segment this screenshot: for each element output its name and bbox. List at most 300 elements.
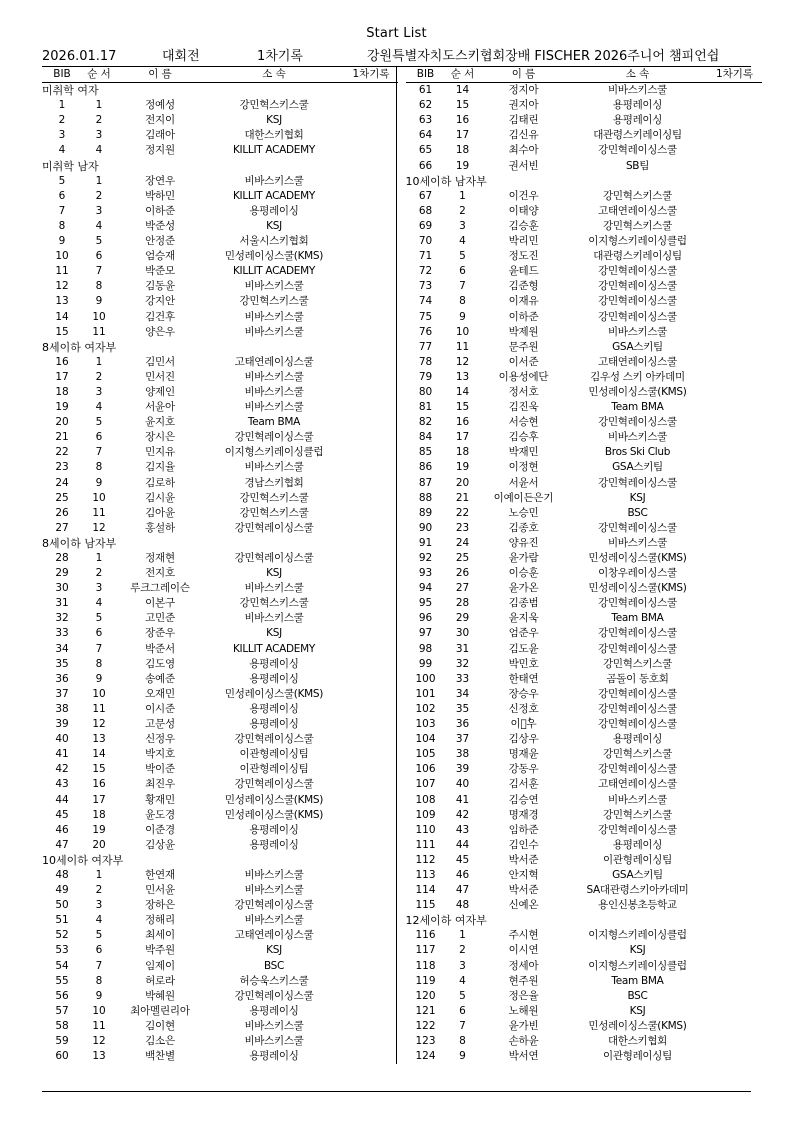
cell-name: 김태린	[508, 114, 539, 127]
list-columns	[42, 67, 754, 1064]
cell-run	[344, 1034, 398, 1049]
table-row	[42, 219, 398, 234]
cell-order: 46	[455, 868, 470, 881]
cell-bib: 84	[418, 431, 433, 444]
table-row	[42, 672, 398, 687]
cell-name: 김진욱	[508, 401, 539, 414]
cell-order: 7	[95, 265, 103, 278]
col-header-name: 이 름	[116, 67, 204, 83]
cell-club: 강민혁레이싱스쿨	[598, 144, 677, 157]
cell-club: KSJ	[629, 1004, 646, 1017]
cell-club: 비바스키스쿨	[607, 325, 668, 338]
cell-name: 정은율	[508, 989, 539, 1002]
cell-bib: 74	[418, 295, 433, 308]
cell-order: 7	[459, 1019, 466, 1032]
cell-name: 김인수	[508, 838, 539, 851]
table-row	[406, 898, 762, 913]
cell-run	[344, 581, 398, 596]
cell-club: 곰돌이 동호회	[606, 672, 669, 685]
cell-order: 1	[95, 868, 103, 881]
cell-order: 25	[455, 552, 470, 564]
cell-bib: 16	[55, 355, 69, 368]
cell-club: 강민혁레이싱스쿨	[234, 733, 314, 746]
cell-order: 45	[455, 853, 470, 866]
cell-club: 강민혁스키스쿨	[603, 808, 672, 821]
table-row	[406, 762, 762, 777]
cell-name: 이태양	[508, 204, 539, 217]
cell-bib: 38	[55, 702, 69, 715]
cell-club: 용평레이싱	[249, 702, 299, 715]
cell-club: 이관형레이싱팀	[239, 763, 309, 776]
cell-club: 비바스키스쿨	[607, 793, 668, 806]
table-row	[406, 596, 762, 611]
cell-bib: 64	[418, 129, 433, 142]
cell-order: 24	[455, 536, 470, 549]
cell-club: Team BMA	[611, 612, 664, 625]
cell-order: 10	[92, 1004, 106, 1017]
cell-order: 13	[92, 1050, 106, 1063]
cell-name: 안지혁	[508, 868, 539, 881]
cell-name: 문주원	[508, 340, 539, 353]
cell-run	[344, 551, 398, 566]
cell-name: 박준모	[145, 265, 175, 278]
cell-name: 김종호	[508, 521, 539, 534]
cell-bib: 99	[418, 657, 433, 670]
col-header-bib: BIB	[42, 67, 82, 83]
cell-name: 권서빈	[508, 159, 539, 172]
cell-order: 3	[95, 129, 103, 142]
table-row	[406, 249, 762, 264]
cell-run	[708, 928, 762, 943]
table-row	[42, 717, 398, 732]
cell-club: 비바스키스쿨	[244, 280, 304, 293]
cell-bib: 54	[55, 959, 69, 972]
cell-name: 노승민	[508, 506, 539, 519]
cell-run	[344, 113, 398, 128]
cell-club: 강민혁레이싱스쿨	[598, 416, 677, 429]
cell-run	[708, 777, 762, 792]
cell-bib: 87	[418, 476, 433, 489]
table-row	[406, 717, 762, 732]
table-row	[406, 566, 762, 581]
cell-bib: 26	[55, 506, 69, 519]
table-row	[42, 581, 398, 596]
cell-run	[344, 249, 398, 264]
table-row	[406, 943, 762, 958]
cell-bib: 69	[418, 219, 433, 232]
cell-bib: 31	[55, 597, 69, 610]
cell-club: 경남스키협회	[244, 476, 304, 489]
cell-run	[708, 551, 762, 566]
cell-order: 36	[455, 718, 470, 731]
group-heading-row	[42, 536, 398, 551]
cell-bib: 122	[415, 1019, 436, 1032]
table-row	[406, 476, 762, 491]
cell-run	[344, 98, 398, 113]
cell-run	[708, 883, 762, 898]
table-row	[406, 143, 762, 158]
cell-run	[344, 717, 398, 732]
cell-name: 김민서	[145, 355, 175, 368]
col-header-bib: BIB	[406, 67, 446, 83]
table-row	[42, 1004, 398, 1019]
cell-bib: 111	[415, 838, 436, 851]
table-row	[406, 430, 762, 445]
cell-run	[708, 762, 762, 777]
cell-club: 용평레이싱	[612, 114, 663, 127]
cell-run	[344, 279, 398, 294]
cell-name: 김로하	[145, 476, 175, 489]
cell-name: 이하준	[508, 310, 539, 323]
cell-club: 강민혁스키스쿨	[603, 657, 672, 670]
table-row	[406, 883, 762, 898]
cell-run	[708, 1049, 762, 1064]
cell-run	[344, 506, 398, 521]
cell-bib: 120	[415, 989, 436, 1002]
cell-run	[344, 898, 398, 913]
cell-club: BSC	[627, 989, 648, 1002]
table-row	[42, 113, 398, 128]
cell-club: 비바스키스쿨	[244, 582, 304, 595]
cell-order: 1	[459, 189, 466, 202]
cell-name: 박서준	[508, 884, 539, 897]
cell-name: 박지호	[145, 748, 175, 761]
table-row	[42, 415, 398, 430]
cell-run	[708, 279, 762, 294]
table-row	[42, 793, 398, 808]
table-row	[42, 777, 398, 792]
cell-order: 7	[95, 642, 103, 655]
cell-run	[708, 189, 762, 204]
cell-club: 이창우레이싱스쿨	[598, 567, 677, 580]
table-row	[406, 1004, 762, 1019]
cell-bib: 60	[55, 1050, 69, 1063]
cell-run	[708, 430, 762, 445]
cell-club: 민성레이싱스쿨(KMS)	[224, 250, 324, 263]
table-row	[406, 370, 762, 385]
col-header-run: 1차기록	[708, 67, 762, 83]
cell-bib: 104	[415, 733, 436, 746]
cell-club: 강민혁레이싱스쿨	[598, 642, 677, 655]
table-row	[406, 732, 762, 747]
table-row	[406, 1034, 762, 1049]
cell-name: 고문성	[145, 718, 175, 731]
table-row	[406, 1049, 762, 1064]
cell-name: 윤가빈	[508, 1019, 539, 1032]
cell-order: 8	[95, 461, 103, 474]
cell-name: 박준성	[145, 219, 175, 232]
cell-order: 10	[92, 310, 106, 323]
cell-run	[708, 566, 762, 581]
table-row	[42, 838, 398, 853]
cell-order: 2	[95, 567, 103, 580]
cell-bib: 43	[55, 778, 69, 791]
cell-order: 38	[455, 748, 470, 761]
cell-run	[708, 415, 762, 430]
cell-name: 이서준	[508, 355, 539, 368]
cell-club: 비바스키스쿨	[244, 325, 304, 338]
cell-bib: 28	[55, 552, 69, 564]
cell-name: 이하준	[145, 204, 175, 217]
cell-run	[708, 596, 762, 611]
cell-club: 비바스키스쿨	[244, 884, 304, 897]
cell-bib: 24	[55, 476, 69, 489]
cell-run	[344, 415, 398, 430]
cell-run	[708, 1019, 762, 1034]
group-heading-label: 8세이하 남자부	[42, 536, 117, 550]
cell-run	[708, 536, 762, 551]
cell-name: 김아윤	[145, 506, 175, 519]
table-row	[406, 521, 762, 536]
cell-order: 13	[455, 370, 470, 383]
cell-order: 9	[459, 310, 466, 323]
cell-bib: 100	[415, 672, 436, 685]
table-row	[42, 521, 398, 536]
cell-run	[708, 868, 762, 883]
cell-run	[708, 310, 762, 325]
cell-name: 임제이	[145, 959, 175, 972]
cell-name: 엄승재	[145, 250, 175, 263]
cell-run	[708, 732, 762, 747]
cell-club: 이지형스키레이싱클럽	[588, 929, 687, 942]
cell-club: 김우성 스키 아카데미	[590, 370, 685, 383]
cell-order: 6	[459, 1004, 466, 1017]
cell-name: 이시준	[145, 702, 175, 715]
cell-order: 6	[95, 431, 103, 444]
table-row	[406, 234, 762, 249]
cell-club: 고태연레이싱스쿨	[598, 204, 677, 217]
cell-club: KILLIT ACADEMY	[232, 642, 316, 655]
cell-club: 대관령스키레이싱팀	[593, 129, 682, 142]
cell-order: 9	[95, 295, 103, 308]
cell-bib: 103	[415, 718, 436, 731]
table-row	[42, 385, 398, 400]
table-row	[406, 400, 762, 415]
cell-name: 양은우	[145, 325, 175, 338]
cell-order: 8	[95, 974, 103, 987]
cell-bib: 50	[55, 899, 69, 912]
cell-order: 13	[92, 733, 106, 746]
table-row	[42, 430, 398, 445]
cell-order: 12	[92, 521, 106, 534]
table-row	[42, 823, 398, 838]
cell-name: 김지율	[145, 461, 175, 474]
cell-order: 47	[455, 884, 470, 897]
cell-run	[708, 808, 762, 823]
table-row	[42, 989, 398, 1004]
cell-name: 한태연	[508, 672, 539, 685]
cell-name: 김신유	[508, 129, 539, 142]
cell-order: 18	[92, 808, 106, 821]
cell-order: 28	[455, 597, 470, 610]
cell-order: 5	[95, 612, 103, 625]
cell-run	[708, 234, 762, 249]
cell-order: 4	[95, 144, 103, 157]
cell-order: 3	[95, 385, 103, 398]
cell-order: 6	[459, 265, 466, 278]
cell-name: 허로라	[145, 974, 175, 987]
cell-name: 명재윤	[508, 748, 539, 761]
cell-run	[708, 611, 762, 626]
group-heading-row	[42, 159, 398, 174]
table-row	[42, 310, 398, 325]
cell-bib: 41	[55, 748, 69, 761]
cell-name: 정지원	[145, 144, 175, 157]
table-row	[406, 325, 762, 340]
cell-run	[344, 310, 398, 325]
group-heading-label: 8세이하 여자부	[42, 340, 117, 354]
table-row	[406, 445, 762, 460]
cell-run	[344, 325, 398, 340]
cell-bib: 62	[418, 99, 433, 112]
cell-bib: 107	[415, 778, 436, 791]
table-row	[406, 642, 762, 657]
table-row	[406, 159, 762, 174]
cell-run	[344, 189, 398, 204]
header-event-type: 대회전	[162, 49, 200, 64]
cell-order: 3	[459, 959, 466, 972]
cell-order: 3	[95, 582, 103, 595]
cell-bib: 91	[418, 536, 433, 549]
cell-run	[344, 143, 398, 158]
cell-name: 김시윤	[145, 491, 175, 504]
table-row	[406, 1019, 762, 1034]
table-row	[406, 204, 762, 219]
table-row	[42, 762, 398, 777]
cell-club: 강민혁스키스쿨	[239, 506, 309, 519]
cell-order: 11	[92, 1019, 106, 1032]
cell-name: 이본구	[145, 597, 175, 610]
table-row	[406, 868, 762, 883]
cell-club: GSA스키팀	[612, 461, 663, 474]
cell-club: 강민혁레이싱스쿨	[598, 476, 677, 489]
table-row	[42, 747, 398, 762]
cell-name: 최진우	[145, 778, 175, 791]
cell-bib: 79	[418, 370, 433, 383]
cell-name: 백찬별	[145, 1050, 175, 1063]
cell-club: 강민혁레이싱스쿨	[598, 687, 677, 700]
col-header-order: 순 서	[446, 67, 480, 83]
table-row	[406, 340, 762, 355]
cell-club: 이지형스키레이싱클럽	[588, 959, 687, 972]
cell-bib: 65	[418, 144, 433, 157]
table-row	[42, 687, 398, 702]
cell-run	[708, 506, 762, 521]
cell-name: 민서진	[145, 370, 175, 383]
cell-name: 신예온	[508, 899, 539, 912]
cell-bib: 81	[418, 401, 433, 414]
cell-bib: 49	[55, 884, 69, 897]
cell-club: 강민혁레이싱스쿨	[598, 627, 677, 640]
cell-name: 김서훈	[508, 778, 539, 791]
cell-order: 7	[459, 280, 466, 293]
cell-club: KSJ	[629, 491, 646, 504]
cell-club: 용평레이싱	[249, 823, 299, 836]
cell-name: 김건후	[145, 310, 175, 323]
cell-order: 7	[95, 446, 103, 459]
cell-bib: 33	[55, 627, 69, 640]
cell-club: 이관형레이싱팀	[239, 748, 309, 761]
cell-bib: 9	[58, 235, 66, 248]
cell-name: 황재민	[145, 793, 175, 806]
cell-run	[344, 204, 398, 219]
cell-run	[344, 460, 398, 475]
cell-order: 15	[455, 401, 470, 414]
cell-club: 강민혁레이싱스쿨	[598, 265, 677, 278]
cell-run	[708, 340, 762, 355]
cell-name: 김종범	[508, 597, 539, 610]
cell-order: 1	[95, 174, 103, 187]
cell-order: 12	[92, 718, 106, 731]
cell-order: 2	[95, 189, 103, 202]
cell-club: 강민혁스키스쿨	[603, 748, 672, 761]
cell-name: 루크그레이슨	[130, 582, 190, 595]
cell-order: 10	[455, 325, 470, 338]
cell-club: 강민혁스키스쿨	[603, 189, 672, 202]
cell-club: 민성레이싱스쿨(KMS)	[588, 552, 687, 564]
table-row	[42, 596, 398, 611]
cell-run	[708, 128, 762, 143]
cell-order: 26	[455, 567, 470, 580]
table-row	[406, 491, 762, 506]
table-row	[406, 128, 762, 143]
cell-bib: 106	[415, 763, 436, 776]
cell-club: 강민혁스키스쿨	[239, 491, 309, 504]
cell-name: 손하윤	[508, 1035, 539, 1047]
cell-run	[344, 913, 398, 928]
cell-order: 16	[92, 778, 106, 791]
cell-bib: 35	[55, 657, 69, 670]
cell-run	[708, 370, 762, 385]
cell-order: 33	[455, 672, 470, 685]
table-row	[42, 1049, 398, 1064]
cell-club: 강민혁레이싱스쿨	[598, 310, 677, 323]
cell-name: 이승훈	[508, 567, 539, 580]
cell-run	[708, 853, 762, 868]
cell-bib: 78	[418, 355, 433, 368]
cell-bib: 73	[418, 280, 433, 293]
cell-run	[708, 672, 762, 687]
table-row	[406, 747, 762, 762]
cell-run	[344, 234, 398, 249]
cell-name: 주시현	[508, 929, 539, 942]
cell-name: 장하은	[145, 899, 175, 912]
table-header-row	[42, 67, 398, 83]
table-row	[406, 808, 762, 823]
cell-bib: 121	[415, 1004, 436, 1017]
cell-order: 34	[455, 687, 470, 700]
cell-order: 20	[92, 838, 106, 851]
table-row	[406, 959, 762, 974]
cell-run	[344, 642, 398, 657]
cell-order: 11	[92, 506, 106, 519]
cell-name: 한연재	[145, 868, 175, 881]
cell-bib: 94	[418, 582, 433, 595]
table-row	[42, 355, 398, 370]
cell-run	[344, 868, 398, 883]
cell-club: 용평레이싱	[249, 204, 299, 217]
cell-run	[344, 687, 398, 702]
cell-run	[708, 113, 762, 128]
right-table	[406, 67, 762, 1064]
cell-name: 임하준	[508, 823, 539, 836]
table-row	[42, 143, 398, 158]
table-row	[406, 581, 762, 596]
cell-name: 김이현	[145, 1019, 175, 1032]
cell-club: BSC	[627, 506, 648, 519]
cell-bib: 56	[55, 989, 69, 1002]
cell-run	[708, 83, 762, 99]
